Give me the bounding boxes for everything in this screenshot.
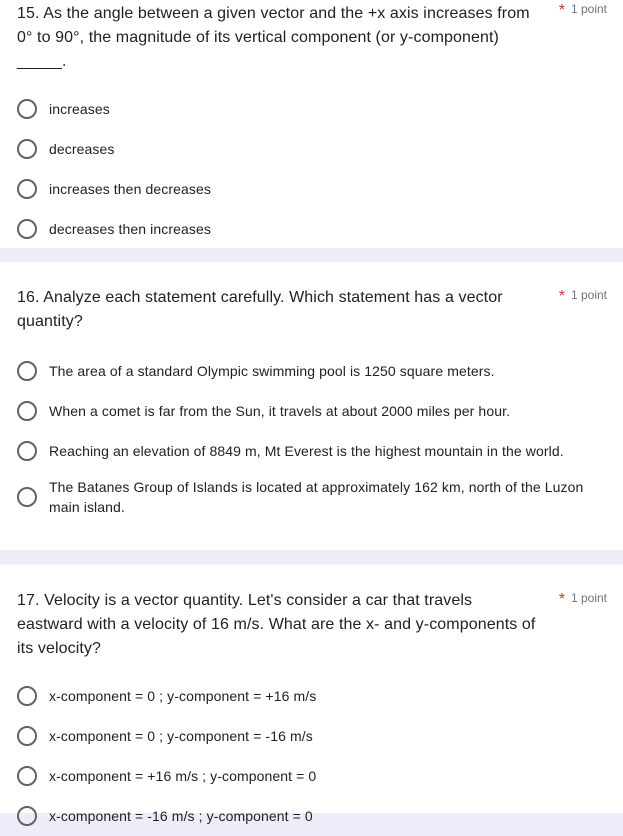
options-list xyxy=(0,351,623,519)
radio-button[interactable] xyxy=(17,179,37,199)
question-header xyxy=(0,565,623,661)
radio-button[interactable] xyxy=(17,361,37,381)
points-label: 1 point xyxy=(570,591,607,605)
option-increases-then-decreases[interactable] xyxy=(0,169,623,209)
option-x0-y-plus16[interactable] xyxy=(0,676,623,716)
option-label: increases then decreases xyxy=(49,181,211,197)
options-list xyxy=(0,676,623,836)
option-label: The area of a standard Olympic swimming pool is 1250 square meters. xyxy=(49,363,495,379)
option-label: x-component = +16 m/s ; y-component = 0 xyxy=(49,768,317,784)
option-label: When a comet is far from the Sun, it travels at about 2000 miles per hour. xyxy=(49,403,511,419)
required-asterisk: * xyxy=(558,2,565,19)
question-header xyxy=(0,0,623,74)
option-x-minus16-y0[interactable] xyxy=(0,796,623,836)
option-decreases-then-increases[interactable] xyxy=(0,209,623,249)
option-label: increases xyxy=(49,101,110,117)
options-list xyxy=(0,89,623,249)
question-card-16 xyxy=(0,262,623,550)
option-comet[interactable] xyxy=(0,391,623,431)
required-asterisk: * xyxy=(558,288,565,305)
question-title: 17. Velocity is a vector quantity. Let's consider a car that travels eastward with a velocity of 16 m/s. What are the x- and y-components of its velocity? xyxy=(17,592,536,657)
question-card-17 xyxy=(0,565,623,824)
option-label: Reaching an elevation of 8849 m, Mt Everest is the highest mountain in the world. xyxy=(49,443,564,459)
option-label: decreases then increases xyxy=(49,221,211,237)
question-card-15 xyxy=(0,0,623,248)
option-increases[interactable] xyxy=(0,89,623,129)
option-batanes[interactable] xyxy=(0,471,623,519)
question-title: 15. As the angle between a given vector and the +x axis increases from 0° to 90°, the magnitude of its vertical component (or y-component) _____. xyxy=(17,5,530,70)
option-x-plus16-y0[interactable] xyxy=(0,756,623,796)
points-label: 1 point xyxy=(570,288,607,302)
required-asterisk: * xyxy=(558,591,565,608)
points-label: 1 point xyxy=(570,2,607,16)
option-label: decreases xyxy=(49,141,115,157)
radio-button[interactable] xyxy=(17,726,37,746)
option-mt-everest[interactable] xyxy=(0,431,623,471)
radio-button[interactable] xyxy=(17,219,37,239)
option-label: The Batanes Group of Islands is located at approximately 162 km, north of the Luzon main island. xyxy=(49,479,584,515)
radio-button[interactable] xyxy=(17,806,37,826)
radio-button[interactable] xyxy=(17,487,37,507)
option-swimming-pool[interactable] xyxy=(0,351,623,391)
question-title: 16. Analyze each statement carefully. Which statement has a vector quantity? xyxy=(17,289,503,330)
radio-button[interactable] xyxy=(17,441,37,461)
option-x0-y-minus16[interactable] xyxy=(0,716,623,756)
option-label: x-component = 0 ; y-component = -16 m/s xyxy=(49,728,313,744)
option-label: x-component = 0 ; y-component = +16 m/s xyxy=(49,688,317,704)
question-meta xyxy=(559,591,607,609)
option-label: x-component = -16 m/s ; y-component = 0 xyxy=(49,808,313,824)
question-header xyxy=(0,262,623,334)
question-meta xyxy=(559,2,607,20)
option-decreases[interactable] xyxy=(0,129,623,169)
radio-button[interactable] xyxy=(17,401,37,421)
question-meta xyxy=(559,288,607,306)
radio-button[interactable] xyxy=(17,686,37,706)
radio-button[interactable] xyxy=(17,99,37,119)
radio-button[interactable] xyxy=(17,139,37,159)
radio-button[interactable] xyxy=(17,766,37,786)
